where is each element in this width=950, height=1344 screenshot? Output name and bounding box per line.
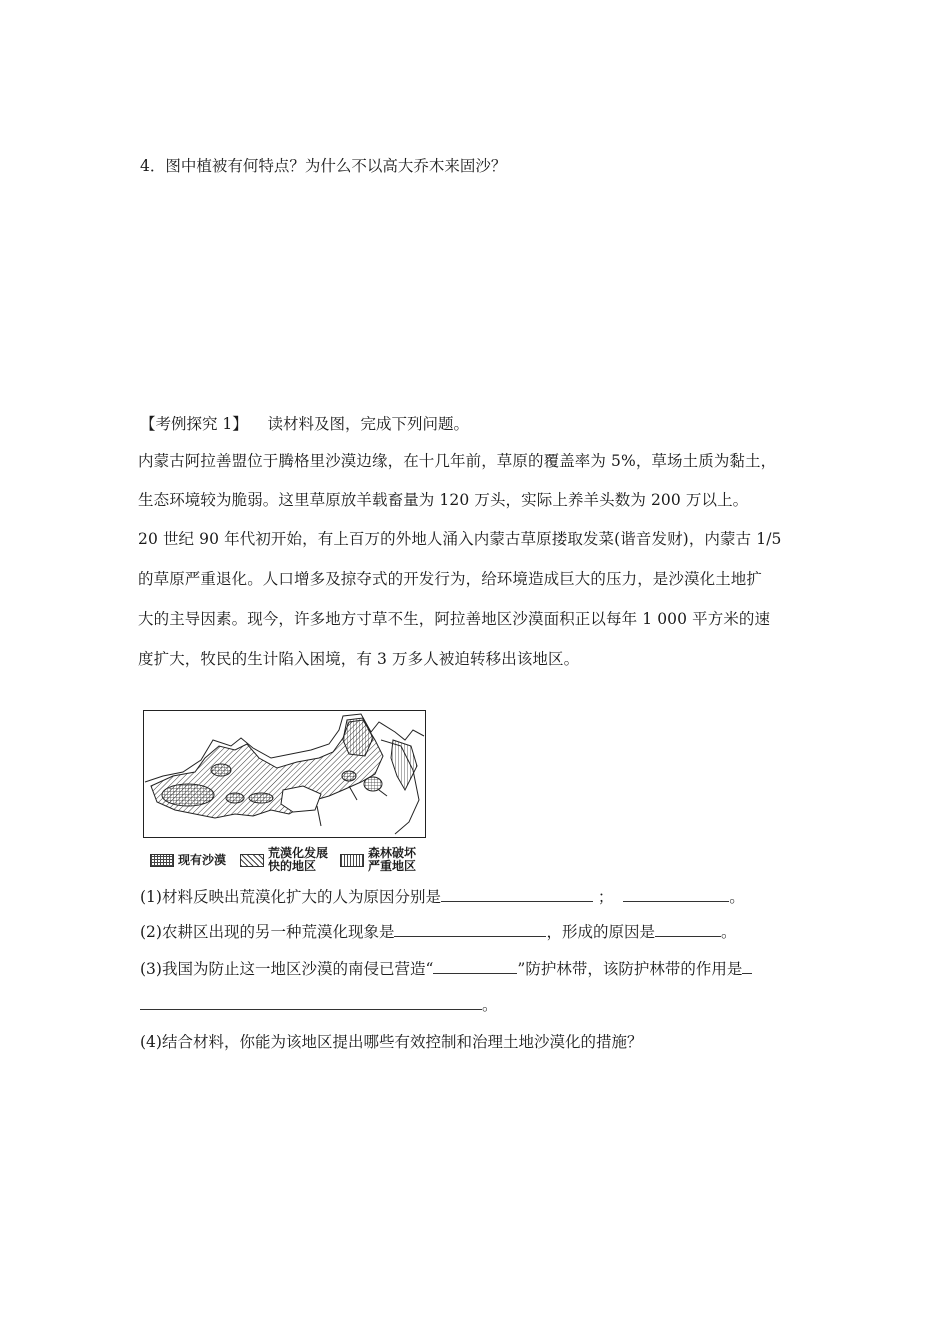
answer-blank[interactable] [394, 922, 546, 937]
paragraph-line-1: 内蒙古阿拉善盟位于腾格里沙漠边缘，在十几年前，草原的覆盖率为 5%，草场土质为黏土， [138, 452, 777, 470]
paragraph-line-6: 度扩大，牧民的生计陷入困境，有 3 万多人被迫转移出该地区。 [138, 650, 580, 668]
grid-swatch-icon [150, 854, 174, 867]
section-instruction: 读材料及图，完成下列问题。 [267, 415, 470, 433]
desert-patch [364, 777, 382, 791]
question-4: 4．图中植被有何特点？为什么不以高大乔木来固沙？ [140, 157, 507, 175]
diagonal-swatch-icon [240, 854, 264, 867]
paragraph-line-3: 20 世纪 90 年代初开始，有上百万的外地人涌入内蒙古草原搂取发菜(谐音发财)，内蒙古 1/5 [138, 530, 782, 548]
answer-blank[interactable] [742, 959, 752, 974]
subquestion-3: (3)我国为防止这一地区沙漠的南侵已营造“ ”防护林带，该防护林带的作用是 [140, 957, 752, 979]
section-header [140, 412, 469, 434]
subquestion-4: (4)结合材料，你能为该地区提出哪些有效控制和治理土地沙漠化的措施？ [140, 1033, 643, 1051]
legend-existing-desert: 现有沙漠 [150, 846, 226, 874]
desert-patch [249, 793, 273, 803]
desertification-map [143, 710, 426, 838]
legend-fast-desertification: 荒漠化发展 快的地区 [240, 846, 328, 874]
vertical-swatch-icon [340, 854, 364, 867]
paragraph-line-2: 生态环境较为脆弱。这里草原放羊载畜量为 120 万头，实际上养羊头数为 200 万以上。 [138, 491, 749, 509]
section-title: 【考例探究 1】 [140, 415, 248, 433]
answer-blank[interactable] [655, 922, 721, 937]
answer-blank[interactable] [441, 887, 593, 902]
paragraph-line-5: 大的主导因素。现今，许多地方寸草不生，阿拉善地区沙漠面积正以每年 1 000 平方米的速 [138, 610, 771, 628]
answer-blank[interactable] [623, 887, 729, 902]
desert-patch [342, 771, 356, 781]
desert-patch [162, 784, 214, 806]
answer-blank[interactable] [140, 995, 482, 1010]
paragraph-line-4: 的草原严重退化。人口增多及掠夺式的开发行为，给环境造成巨大的压力，是沙漠化土地扩 [138, 570, 763, 588]
subquestion-1: (1)材料反映出荒漠化扩大的人为原因分别是 ； 。 [140, 888, 745, 906]
subquestion-3-continued: 。 [140, 993, 498, 1015]
desert-patch [211, 764, 231, 776]
desert-patch [226, 793, 244, 803]
legend-forest-destruction: 森林破坏 严重地区 [340, 846, 416, 874]
subquestion-2: (2)农耕区出现的另一种荒漠化现象是 ，形成的原因是 。 [140, 923, 737, 941]
answer-blank[interactable] [433, 959, 517, 974]
